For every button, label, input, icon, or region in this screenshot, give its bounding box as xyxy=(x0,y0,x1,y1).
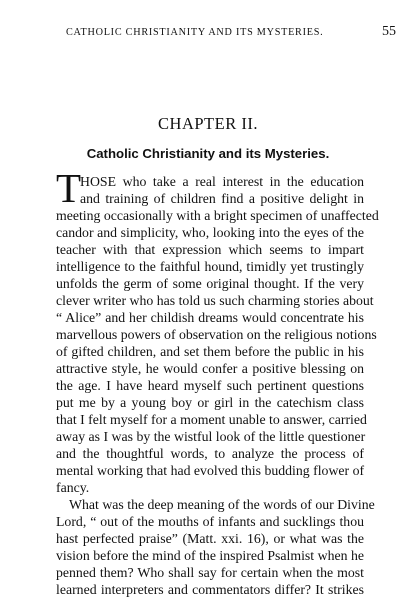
paragraph-1-line: put me by a young boy or girl in the catechism class xyxy=(56,395,364,410)
paragraph-2-line: hast perfected praise” (Matt. xxi. 16), or what was the xyxy=(56,531,364,546)
paragraph-2-line: What was the deep meaning of the words of our Divine xyxy=(69,497,375,512)
paragraph-2-line: Lord, “ out of the mouths of infants and sucklings thou xyxy=(56,514,364,529)
running-head xyxy=(66,24,396,43)
paragraph-1-line: of gifted children, and set them before the public in his xyxy=(56,344,364,359)
chapter-title: Catholic Christianity and its Mysteries. xyxy=(86,146,330,161)
paragraph-1-line: fancy. xyxy=(56,480,90,495)
paragraph-1-line: intelligence to the faithful hound, timidly yet trustingly xyxy=(56,259,364,274)
paragraph-1-line: teacher with that expression which seems to impart xyxy=(56,242,364,257)
page-number: 55 xyxy=(382,24,396,39)
drop-cap: T xyxy=(56,165,82,211)
running-title: CATHOLIC CHRISTIANITY AND ITS MYSTERIES. xyxy=(66,27,324,38)
paragraph-2-line: learned interpreters and commentators differ? It strikes xyxy=(56,582,364,597)
paragraph-1-line: meeting occasionally with a bright specimen of unaffected xyxy=(56,208,379,223)
paragraph-1-line: “ Alice” and her childish dreams would concentrate his xyxy=(56,310,364,325)
paragraph-1-line: the age. I have heard myself such pertinent questions xyxy=(56,378,364,393)
paragraph-1-line: attractive style, he would confer a positive blessing on xyxy=(56,361,364,376)
paragraph-1-line: marvellous powers of observation on the religious notions xyxy=(56,327,377,342)
paragraph-1-line: clever writer who has told us such charming stories about xyxy=(56,293,374,308)
paragraph-2-line: vision before the mind of the inspired Psalmist when he xyxy=(56,548,364,563)
paragraph-1-line: HOSE who take a real interest in the education xyxy=(80,174,364,189)
paragraph-1-line: candor and simplicity, who, looking into the eyes of the xyxy=(56,225,364,240)
paragraph-1-line: mental working that had evolved this budding flower of xyxy=(56,463,365,478)
paragraph-1-line: and the thoughtful words, to analyze the process of xyxy=(56,446,364,461)
chapter-number-heading: CHAPTER II. xyxy=(158,114,258,133)
body-text xyxy=(56,173,379,598)
paragraph-1-line: away as I was by the wistful look of the little questioner xyxy=(56,429,366,444)
paragraph-1-line: unfolds the germ of some original thought. If the very xyxy=(56,276,364,291)
paragraph-1-line: that I felt myself for a moment unable to answer, carried xyxy=(56,412,367,427)
paragraph-1-line: and training of children find a positive delight in xyxy=(80,191,364,206)
paragraph-2-line: penned them? Who shall say for certain when the most xyxy=(56,565,364,580)
